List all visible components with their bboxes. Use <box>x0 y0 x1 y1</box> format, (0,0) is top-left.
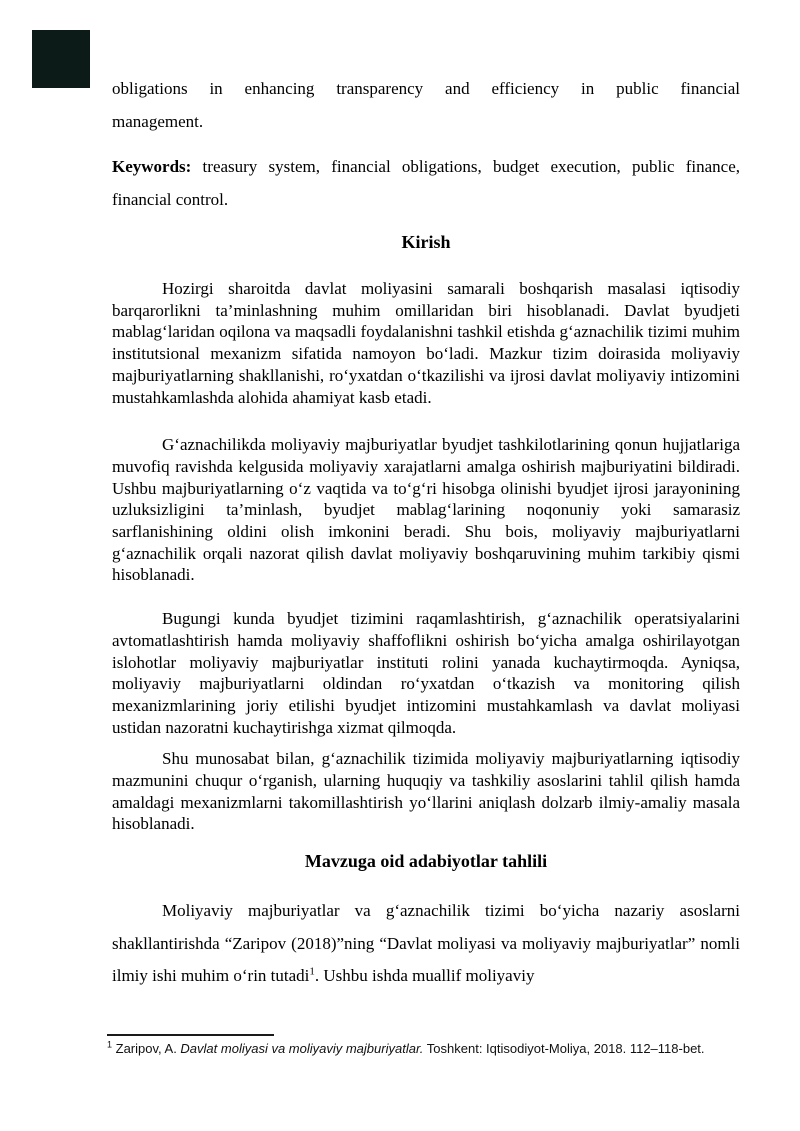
footnote-marker: 1 <box>107 1039 113 1050</box>
footnote-author: Zaripov, A. <box>112 1041 181 1056</box>
footnote-area <box>107 1034 747 1057</box>
abstract-continuation-line-1: obligations in enhancing transparency and efficiency in public financial <box>112 79 740 98</box>
intro-paragraph-1: Hozirgi sharoitda davlat moliyasini samarali boshqarish masalasi iqtisodiy barqarorlikni ta’minlashning muhim omillaridan biri hisoblanadi. Davlat byudjeti mablagʻlaridan oqilona va maqsadli foydalanishni tashkil etishda gʻaznachilik tizimi muhim institutsional mexanizm sifatida namoyon boʻladi. Mazkur tizim doirasida moliyaviy majburiyatlarning shakllanishi, roʻyxatdan oʻtkazilishi va ijrosi davlat moliyaviy intizomini mustahkamlashda alohida ahamiyat kasb etadi. <box>112 279 740 407</box>
keywords-text: treasury system, financial obligations, budget execution, public finance, financial control. <box>112 157 740 209</box>
footnote-reference-superscript: 1 <box>309 965 315 978</box>
abstract-continuation-line-2: management. <box>112 112 204 131</box>
literature-paragraph-1 <box>112 895 740 993</box>
footnote-book-title: Davlat moliyasi va moliyaviy majburiyatlar. <box>180 1041 424 1056</box>
intro-paragraph-3: Bugungi kunda byudjet tizimini raqamlashtirish, gʻaznachilik operatsiyalarini avtomatlashtirish hamda moliyaviy shaffoflikni oshirish boʻyicha amalga oshirilayotgan islohotlar moliyaviy majburiyatlar instituti rolini yanada kuchaytirmoqda. Ayniqsa, moliyaviy majburiyatlarni oldindan roʻyxatdan oʻtkazish va monitoring qilish mexanizmlarining joriy etilishi byudjet intizomini mustahkamlash va davlat moliyasi ustidan nazoratni kuchaytirishga xizmat qilmoqda. <box>112 609 740 737</box>
literature-text-after-ref: . Ushbu ishda muallif moliyaviy <box>314 966 535 986</box>
heading-kirish: Kirish <box>401 232 451 252</box>
intro-paragraph-2: Gʻaznachilikda moliyaviy majburiyatlar byudjet tashkilotlarining qonun hujjatlariga muvofiq ravishda kelgusida moliyaviy xarajatlarni amalga oshirish majburiyatini bildiradi. Ushbu majburiyatlarning oʻz vaqtida va toʻgʻri hisobga olinishi byudjet ijrosi jarayonining uzluksizligini ta’minlash, byudjet mablagʻlarining noqonuniy yoki samarasiz sarflanishining oldini olish imkonini beradi. Shu bois, moliyaviy majburiyatlarni gʻaznachilik orqali nazorat qilish davlat moliyaviy boshqaruvining muhim tarkibiy qismi hisoblanadi. <box>112 435 740 585</box>
footnote-text <box>107 1040 747 1057</box>
keywords-paragraph <box>112 150 740 216</box>
footnote-separator-rule <box>107 1034 274 1036</box>
footnote-publication-details: Toshkent: Iqtisodiyot-Moliya, 2018. 112–118-bet. <box>423 1041 705 1056</box>
intro-paragraph-4: Shu munosabat bilan, gʻaznachilik tizimida moliyaviy majburiyatlarning iqtisodiy mazmunini chuqur oʻrganish, ularning huquqiy va tashkiliy asoslarini tahlil qilish hamda amaldagi mexanizmlarni takomillashtirish yoʻllarini aniqlash dolzarb ilmiy-amaliy masala hisoblanadi. <box>112 749 740 834</box>
literature-text-before-ref: Moliyaviy majburiyatlar va gʻaznachilik tizimi boʻyicha nazariy asoslarni shakllantirishda “Zaripov (2018)”ning “Davlat moliyasi va moliyaviy majburiyatlar” nomli ilmiy ishi muhim oʻrin tutadi <box>112 901 740 986</box>
dark-corner-square <box>32 30 90 88</box>
heading-literature-review: Mavzuga oid adabiyotlar tahlili <box>304 851 548 872</box>
keywords-label: Keywords: <box>112 157 192 176</box>
